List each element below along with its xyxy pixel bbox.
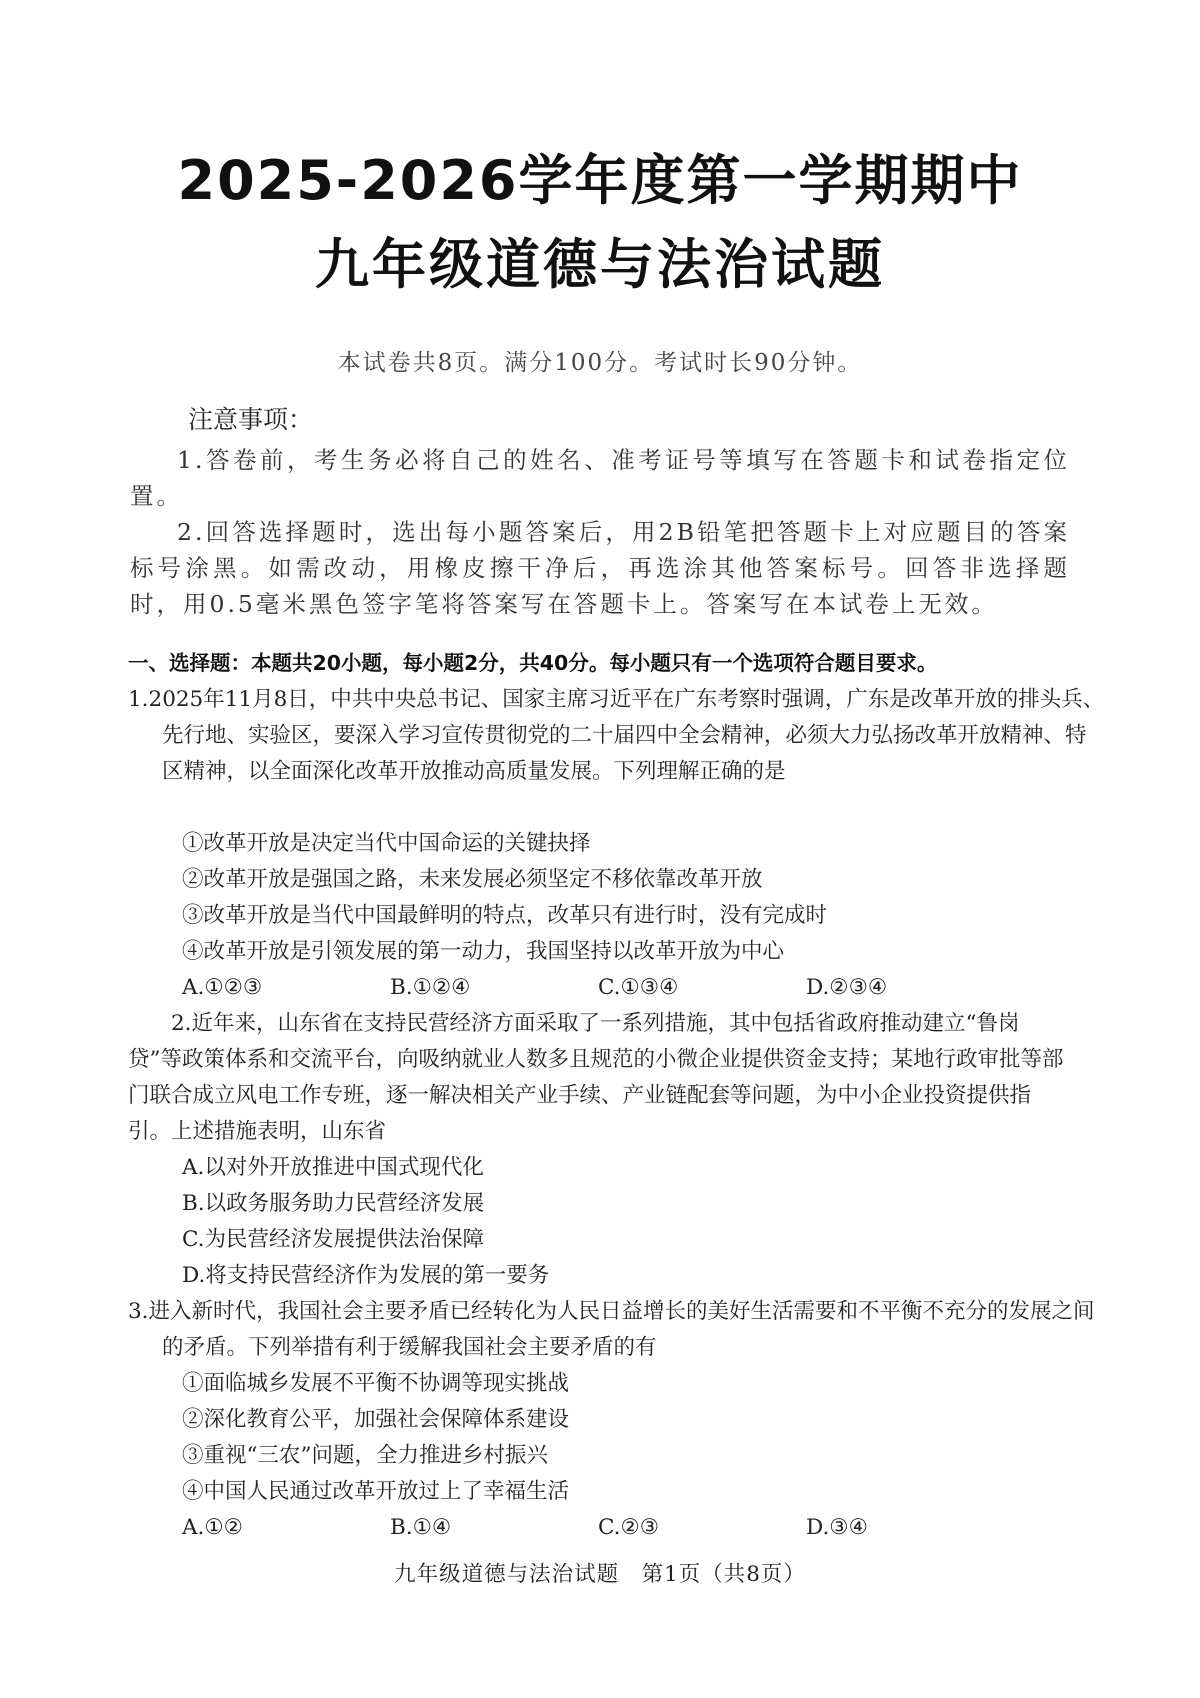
- exam-title-line2: 九年级道德与法治试题: [315, 233, 885, 296]
- exam-info: 本试卷共8页。满分100分。考试时长90分钟。: [337, 350, 863, 376]
- question-3-choices: [182, 1510, 1022, 1546]
- question-2-stem: 2.近年来，山东省在支持民营经济方面采取了一系列措施，其中包括省政府推动建立“鲁岗贷”等政策体系和交流平台，向吸纳就业人数多且规范的小微企业提供资金支持；某地行政审批等部门联合成立风电工作专班，逐一解决相关产业手续、产业链配套等问题，为中小企业投资提供指引。上述措施表明，山东省: [128, 1011, 1064, 1144]
- choice-d: D.③④: [806, 1515, 868, 1540]
- choice-a: A.①②: [182, 1515, 243, 1540]
- question-2-option-a: A.以对外开放推进中国式现代化: [182, 1155, 484, 1180]
- question-1-statement: ④改革开放是引领发展的第一动力，我国坚持以改革开放为中心: [182, 939, 785, 964]
- choice-b: B.①②④: [390, 975, 471, 1000]
- question-1-choices: [182, 970, 1022, 1006]
- question-3-statement: ③重视“三农”问题，全力推进乡村振兴: [182, 1443, 548, 1468]
- choice-d: D.②③④: [806, 975, 888, 1000]
- section-heading: 一、选择题：本题共20小题，每小题2分，共40分。每小题只有一个选项符合题目要求。: [128, 651, 938, 675]
- question-1-statement: ②改革开放是强国之路，未来发展必须坚定不移依靠改革开放: [182, 867, 763, 892]
- notice-heading: 注意事项：: [188, 405, 314, 434]
- question-2-option-b: B.以政务服务助力民营经济发展: [182, 1191, 485, 1216]
- choice-c: C.①③④: [598, 975, 679, 1000]
- question-2-option-d: D.将支持民营经济作为发展的第一要务: [182, 1263, 550, 1288]
- question-3-statement: ①面临城乡发展不平衡不协调等现实挑战: [182, 1371, 570, 1396]
- question-1-statement: ①改革开放是决定当代中国命运的关键抉择: [182, 831, 591, 856]
- question-1-statement: ③改革开放是当代中国最鲜明的特点，改革只有进行时，没有完成时: [182, 903, 828, 928]
- question-3-statement: ②深化教育公平，加强社会保障体系建设: [182, 1407, 570, 1432]
- notice-item-2: 2.回答选择题时，选出每小题答案后，用2B铅笔把答题卡上对应题目的答案标号涂黑。如需改动，用橡皮擦干净后，再选涂其他答案标号。回答非选择题时，用0.5毫米黑色签字笔将答案写在答题卡上。答案写在本试卷上无效。: [130, 518, 1070, 618]
- question-2-option-c: C.为民营经济发展提供法治保障: [182, 1227, 485, 1252]
- question-3-statement: ④中国人民通过改革开放过上了幸福生活: [182, 1479, 570, 1504]
- question-3-stem: 3.进入新时代，我国社会主要矛盾已经转化为人民日益增长的美好生活需要和不平衡不充分的发展之间的矛盾。下列举措有利于缓解我国社会主要矛盾的有: [128, 1299, 1095, 1360]
- notice-item-1: 1.答卷前，考生务必将自己的姓名、准考证号等填写在答题卡和试卷指定位置。: [130, 446, 1070, 510]
- choice-a: A.①②③: [182, 975, 263, 1000]
- choice-c: C.②③: [598, 1515, 660, 1540]
- choice-b: B.①④: [390, 1515, 452, 1540]
- exam-title-line1: 2025-2026学年度第一学期期中: [177, 149, 1023, 212]
- page-footer: 九年级道德与法治试题 第1页（共8页）: [394, 1562, 806, 1587]
- question-1-stem: 1.2025年11月8日，中共中央总书记、国家主席习近平在广东考察时强调，广东是改革开放的排头兵、先行地、实验区，要深入学习宣传贯彻党的二十届四中全会精神，必须大力弘扬改革开放精神、特区精神，以全面深化改革开放推动高质量发展。下列理解正确的是: [128, 687, 1105, 784]
